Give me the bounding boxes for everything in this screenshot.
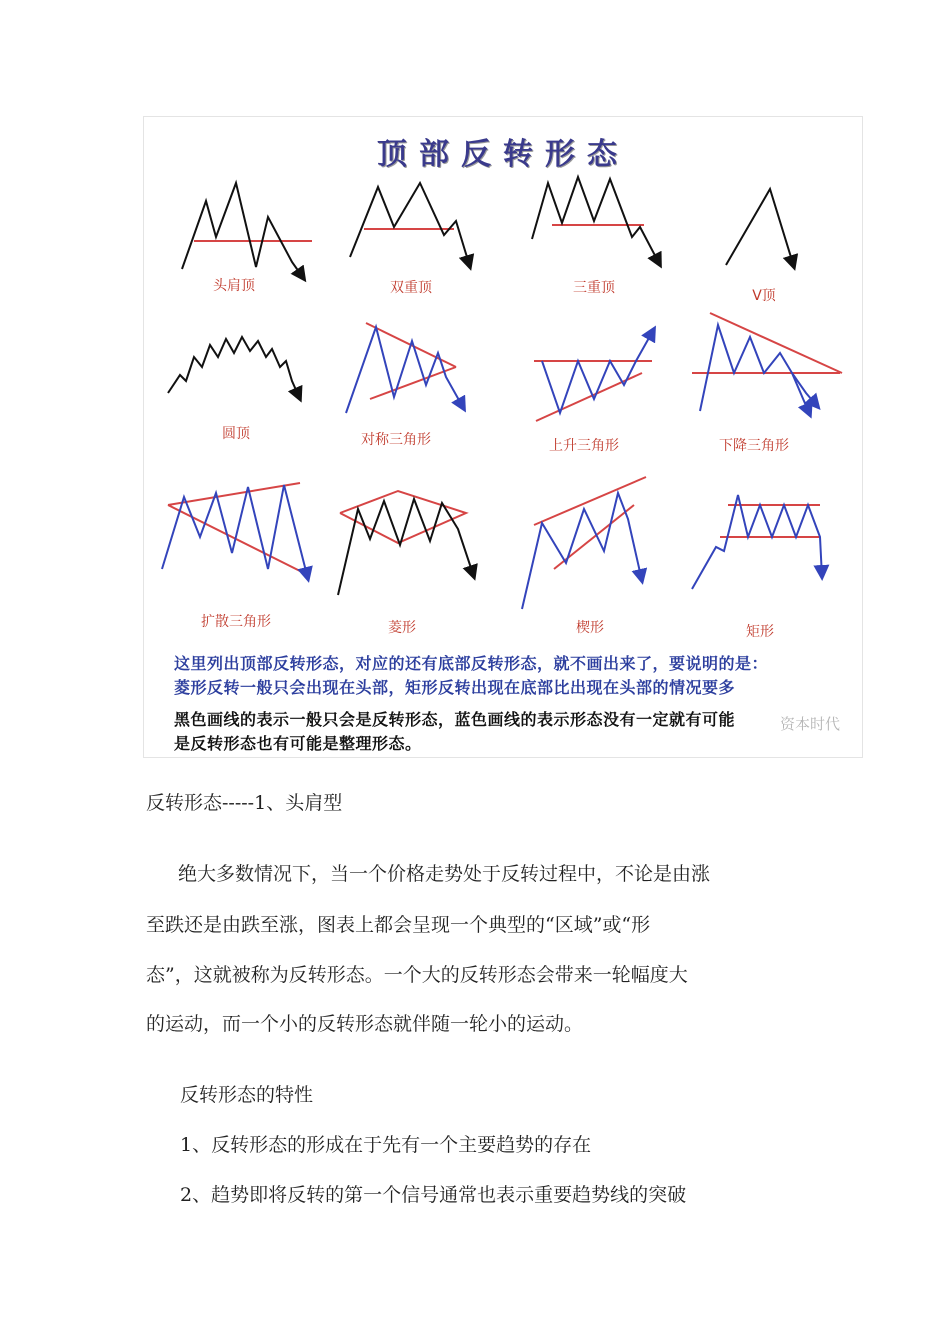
figure-note-3: 黑色画线的表示一般只会是反转形态，蓝色画线的表示形态没有一定就有可能 bbox=[174, 710, 736, 729]
triple-top-pattern bbox=[532, 177, 660, 265]
label-descending-triangle: 下降三角形 bbox=[719, 438, 789, 454]
characteristic-item-2: 2、趋势即将反转的第一个信号通常也表示重要趋势线的突破 bbox=[180, 1184, 687, 1206]
head-and-shoulders-pattern bbox=[182, 183, 312, 279]
label-wedge: 楔形 bbox=[576, 620, 604, 636]
paragraph-line-3: 态”，这就被称为反转形态。一个大的反转形态会带来一轮幅度大 bbox=[146, 964, 688, 986]
wedge-pattern bbox=[522, 477, 646, 609]
figure-note-1: 这里列出顶部反转形态，对应的还有底部反转形态，就不画出来了，要说明的是： bbox=[174, 654, 769, 673]
label-rounded-top: 圆顶 bbox=[222, 426, 250, 442]
watermark: 资本时代 bbox=[779, 715, 840, 733]
figure-note-4: 是反转形态也有可能是整理形态。 bbox=[174, 734, 422, 753]
characteristic-item-1: 1、反转形态的形成在于先有一个主要趋势的存在 bbox=[180, 1134, 592, 1156]
broadening-triangle-pattern bbox=[162, 483, 308, 579]
label-triple-top: 三重顶 bbox=[573, 280, 615, 296]
paragraph-line-4: 的运动，而一个小的反转形态就伴随一轮小的运动。 bbox=[146, 1013, 584, 1035]
section-heading: 反转形态-----1、头肩型 bbox=[146, 792, 343, 814]
label-broadening-triangle: 扩散三角形 bbox=[201, 614, 271, 630]
reversal-patterns-figure bbox=[143, 116, 863, 758]
paragraph-line-1: 绝大多数情况下，当一个价格走势处于反转过程中，不论是由涨 bbox=[178, 863, 711, 885]
symmetrical-triangle-pattern bbox=[346, 323, 464, 413]
label-head-and-shoulders: 头肩顶 bbox=[213, 278, 255, 294]
characteristics-title: 反转形态的特性 bbox=[180, 1084, 314, 1106]
label-v-top: V顶 bbox=[752, 288, 776, 304]
ascending-triangle-pattern bbox=[534, 329, 654, 421]
double-top-pattern bbox=[350, 183, 470, 267]
label-symmetrical-triangle: 对称三角形 bbox=[361, 432, 431, 448]
label-double-top: 双重顶 bbox=[390, 280, 432, 296]
label-ascending-triangle: 上升三角形 bbox=[549, 438, 619, 454]
descending-triangle-pattern bbox=[692, 313, 842, 415]
paragraph-line-2: 至跌还是由跌至涨，图表上都会呈现一个典型的“区域”或“形 bbox=[146, 914, 651, 936]
v-top-pattern bbox=[726, 189, 794, 267]
label-rectangle: 矩形 bbox=[746, 624, 774, 640]
diamond-pattern bbox=[338, 491, 474, 595]
figure-note-2: 菱形反转一般只会出现在头部，矩形反转出现在底部比出现在头部的情况要多 bbox=[174, 678, 736, 697]
figure-title: 顶部反转形态 bbox=[377, 137, 629, 172]
rounded-top-pattern bbox=[168, 337, 300, 399]
rectangle-pattern bbox=[692, 495, 822, 589]
label-diamond: 菱形 bbox=[388, 620, 416, 636]
